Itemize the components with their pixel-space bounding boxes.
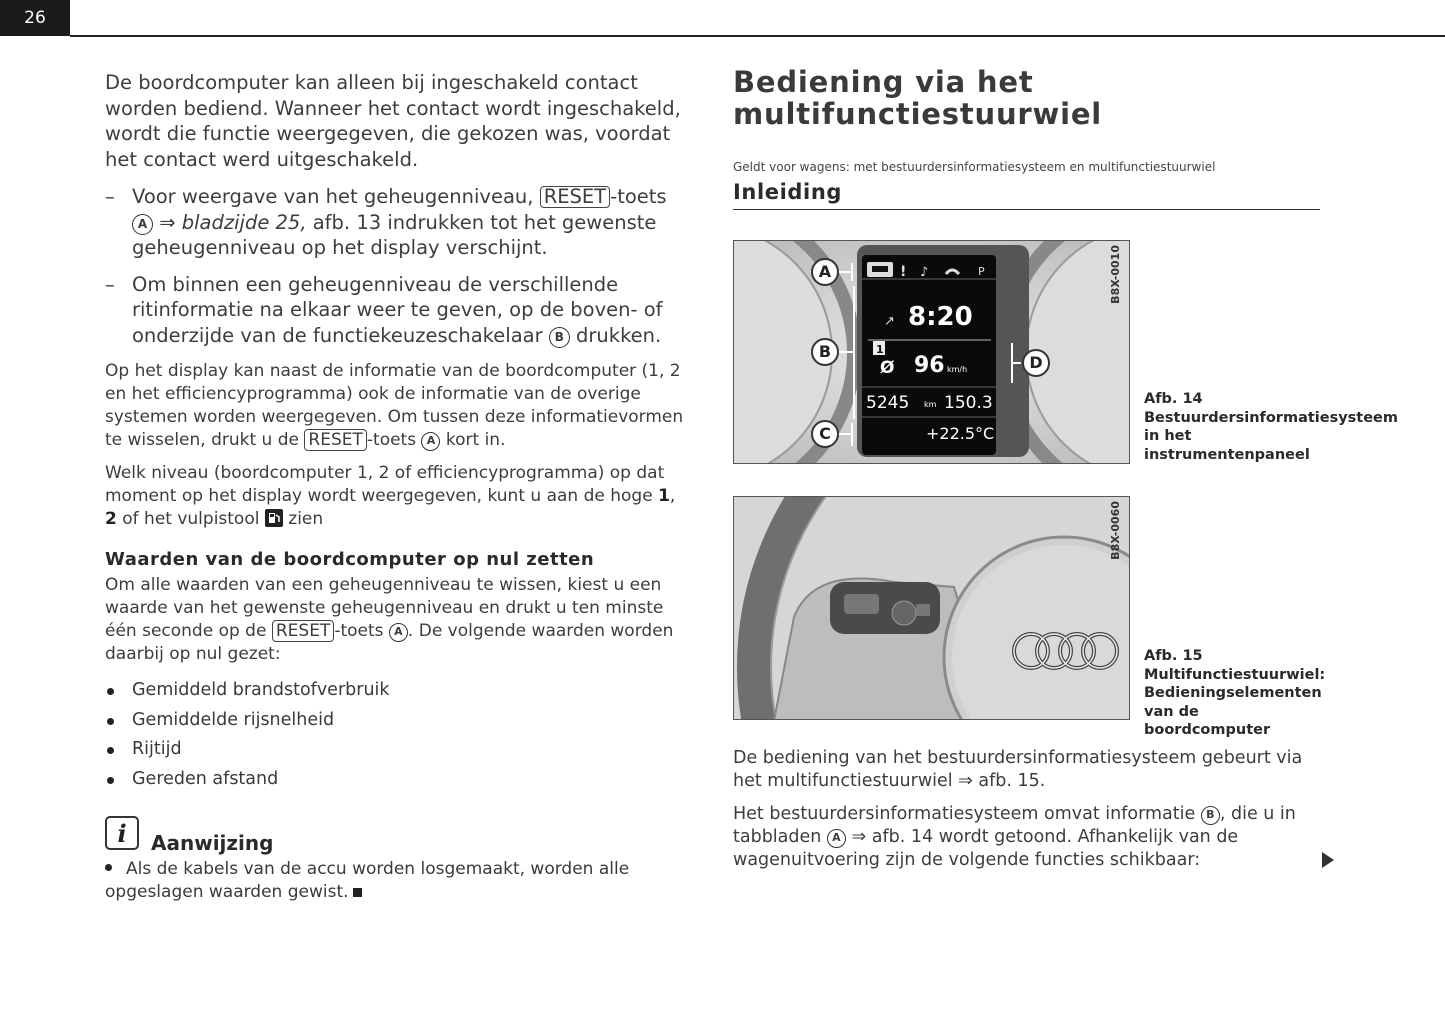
dash-marker: – bbox=[105, 272, 115, 296]
figure-15-steering-wheel bbox=[733, 496, 1130, 720]
dash-list bbox=[105, 184, 685, 348]
reset-key: RESET bbox=[272, 620, 334, 642]
bullet-dot bbox=[105, 864, 112, 871]
display-avg-symbol: Ø bbox=[880, 358, 895, 378]
note-body: Als de kabels van de accu worden losgemaakt, worden alle opgeslagen waarden gewist. bbox=[105, 859, 630, 902]
figure-code: B8X-0060 bbox=[1109, 501, 1122, 560]
left-column bbox=[105, 70, 685, 904]
callout-c: C bbox=[819, 424, 831, 443]
page-number: 26 bbox=[0, 0, 70, 36]
display-info-paragraph: Op het display kan naast de informatie van de boordcomputer (1, 2 en het efficiencyprogramma) ook de informatie van de overige systemen worden weergegeven. Om tussen deze informatievormen te wisselen, drukt u de RESET -toets A kort in. bbox=[105, 361, 684, 450]
section-heading: Inleiding bbox=[733, 180, 843, 204]
figure-15-caption: Afb. 15 Multifunctiestuurwiel: Bedieningselementen van de boordcomputer bbox=[1144, 648, 1326, 738]
section-rule bbox=[733, 209, 1320, 210]
steering-wheel-illustration bbox=[734, 497, 1130, 720]
right-body bbox=[733, 747, 1323, 872]
display-speed: 96 bbox=[914, 353, 945, 378]
display-temperature: +22.5°C bbox=[926, 424, 995, 443]
page-heading: Bediening via het multifunctiestuurwiel bbox=[733, 65, 1103, 131]
callout-d: D bbox=[1029, 353, 1043, 372]
info-icon: i bbox=[105, 816, 139, 850]
memory-tab-value: 1 bbox=[876, 343, 884, 356]
reset-key: RESET bbox=[304, 429, 366, 451]
display-speed-unit: km/h bbox=[947, 365, 968, 374]
svg-text:♪: ♪ bbox=[920, 265, 929, 280]
list-item: Gereden afstand bbox=[105, 765, 685, 795]
list-item: Gemiddelde rijsnelheid bbox=[105, 706, 685, 736]
callout-b: B bbox=[818, 342, 832, 361]
right-column bbox=[733, 66, 1323, 210]
svg-text:↗: ↗ bbox=[884, 314, 895, 329]
reset-values-list bbox=[105, 676, 685, 794]
display-time: 8:20 bbox=[908, 302, 973, 332]
end-mark-icon bbox=[353, 888, 362, 897]
operation-paragraph: De bediening van het bestuurdersinformatiesysteem gebeurt via het multifunctiestuurwiel ⇒ afb. 15. bbox=[733, 748, 1303, 791]
svg-text:P: P bbox=[978, 265, 985, 278]
dash-marker: – bbox=[105, 185, 115, 208]
note-title: Aanwijzing bbox=[151, 831, 274, 855]
callout-a-icon: A bbox=[421, 432, 440, 451]
callout-b-icon: B bbox=[549, 327, 570, 348]
applies-to-note: Geldt voor wagens: met bestuurdersinformatiesysteem en multifunctiestuurwiel bbox=[733, 160, 1216, 174]
callout-b-icon: B bbox=[1201, 806, 1220, 825]
display-odometer: 5245 bbox=[866, 393, 910, 413]
reset-paragraph: Om alle waarden van een geheugenniveau te wissen, kiest u een waarde van het gewenste geheugenniveau en drukt u ten minste één seconde op de RESET -toets A . De volgende waarden worden daarbij op nul gezet: bbox=[105, 575, 674, 664]
svg-text:!: ! bbox=[900, 264, 907, 280]
reset-key: RESET bbox=[540, 186, 610, 208]
level-paragraph: Welk niveau (boordcomputer 1, 2 of efficiencyprogramma) op dat moment op het display wordt weergegeven, kunt u aan de hoge 1, 2 of het vulpistool zien bbox=[105, 463, 676, 529]
figure-14-instrument-cluster bbox=[733, 240, 1130, 464]
page-reference[interactable]: bladzijde 25, bbox=[181, 210, 307, 234]
note-header bbox=[105, 816, 685, 855]
reset-subheading: Waarden van de boordcomputer op nul zetten bbox=[105, 549, 595, 570]
dash-item-trip-info: – Om binnen een geheugenniveau de verschillende ritinformatie na elkaar weer te geven, op de boven- of onderzijde van de functiekeuzeschakelaar B drukken. bbox=[105, 272, 663, 347]
callout-a: A bbox=[818, 262, 832, 281]
intro-paragraph: De boordcomputer kan alleen bij ingeschakeld contact worden bediend. Wanneer het contact wordt ingeschakeld, wordt die functie weergegeven, die gekozen was, voordat het contact werd uitgeschakeld. bbox=[105, 71, 681, 171]
continue-arrow-icon bbox=[1322, 852, 1334, 868]
header-rule bbox=[70, 35, 1445, 37]
dash-item-memory-level: – Voor weergave van het geheugenniveau, RESET -toets A ⇒ bladzijde 25, afb. 13 indrukken tot het gewenste geheugenniveau op het display verschijnt. bbox=[105, 185, 667, 259]
display-trip: 150.3 bbox=[944, 393, 993, 413]
list-item: Rijtijd bbox=[105, 735, 685, 765]
list-item: Gemiddeld brandstofverbruik bbox=[105, 676, 685, 706]
callout-a-icon: A bbox=[132, 214, 153, 235]
figure-14-caption: Afb. 14 Bestuurdersinformatiesysteem in het instrumentenpaneel bbox=[1144, 391, 1399, 463]
fuel-pump-icon bbox=[265, 509, 283, 527]
callout-a-icon: A bbox=[827, 829, 846, 848]
figure-code: B8X-0010 bbox=[1109, 245, 1122, 304]
callout-a-icon: A bbox=[389, 623, 408, 642]
info-paragraph: Het bestuurdersinformatiesysteem omvat informatie B , die u in tabbladen A ⇒ afb. 14 wordt getoond. Afhankelijk van de wagenuitvoering zijn de volgende functies schikbaar: bbox=[733, 804, 1296, 870]
display-odometer-unit: km bbox=[924, 400, 937, 409]
